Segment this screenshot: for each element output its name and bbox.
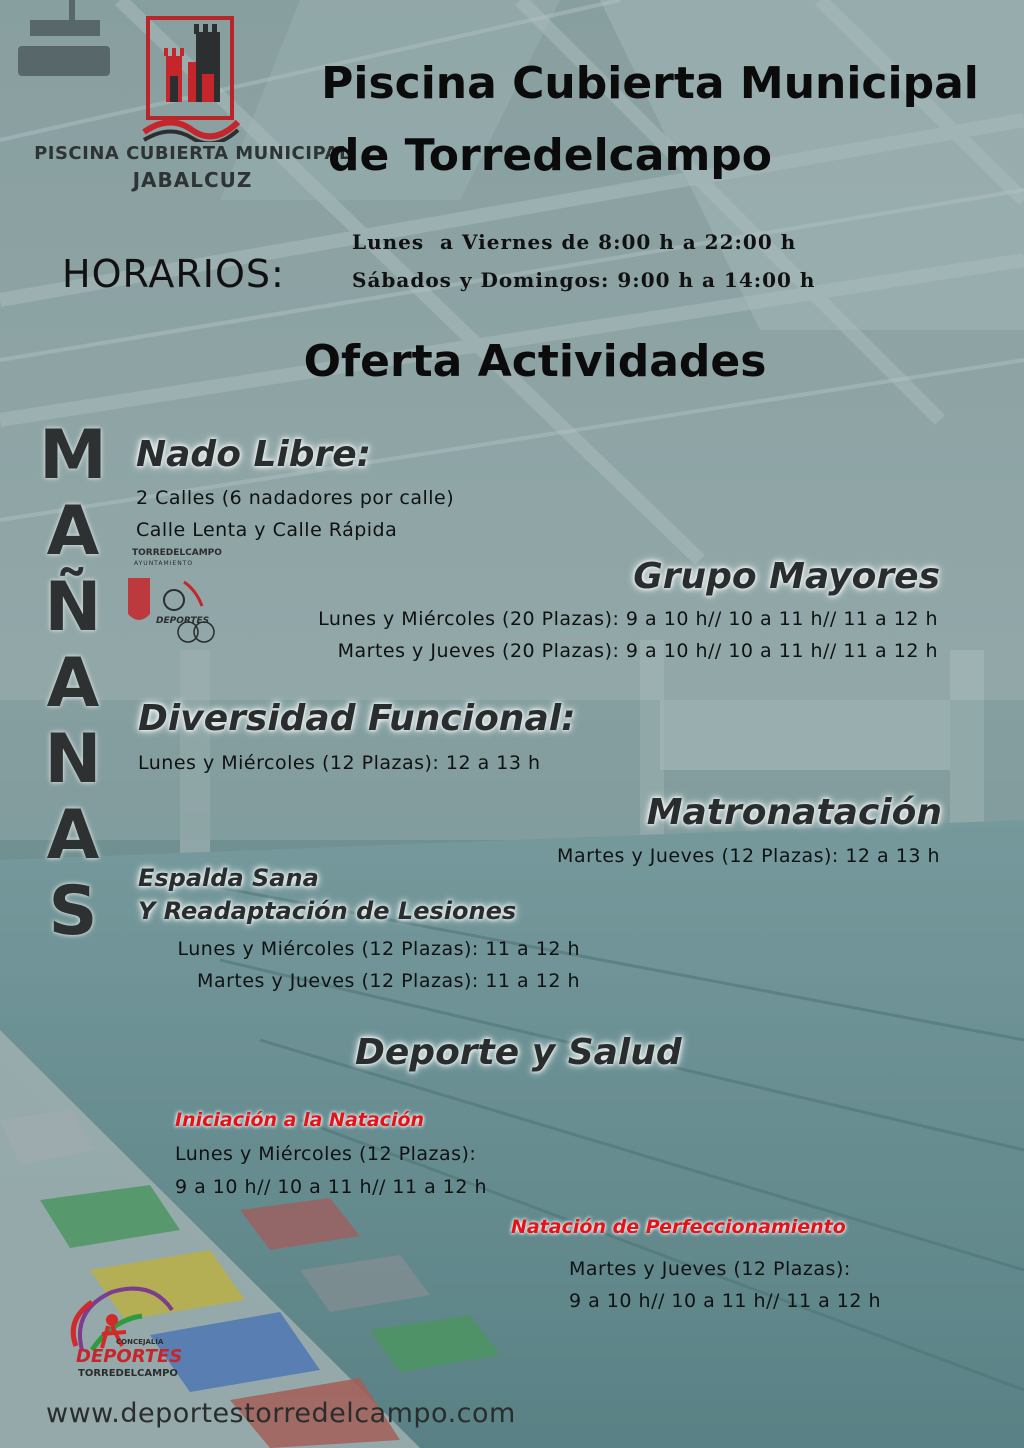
nado-libre-title: Nado Libre: xyxy=(136,434,372,475)
perfeccionamiento-title: Natación de Perfeccionamiento xyxy=(511,1216,846,1238)
espalda-title-line1: Espalda Sana xyxy=(138,864,319,892)
nado-libre-line: Calle Lenta y Calle Rápida xyxy=(136,519,398,541)
iniciacion-line: 9 a 10 h// 10 a 11 h// 11 a 12 h xyxy=(175,1176,488,1198)
concejalia-deportes-logo xyxy=(52,1280,188,1392)
schedule-weekdays: Lunes a Viernes de 8:00 h a 22:00 h xyxy=(352,230,797,254)
grupo-mayores-line: Martes y Jueves (20 Plazas): 9 a 10 h// 10 a 11 h// 11 a 12 h xyxy=(337,640,938,662)
side-letter: A xyxy=(46,492,100,571)
espalda-title-line2: Y Readaptación de Lesiones xyxy=(138,897,517,925)
logo-text-line1: PISCINA CUBIERTA MUNICIPAL xyxy=(34,143,351,164)
iniciacion-line: Lunes y Miércoles (12 Plazas): xyxy=(175,1143,477,1165)
side-letter: S xyxy=(48,872,98,951)
bottom-logo-line2: DEPORTES xyxy=(76,1346,183,1367)
diversidad-line: Lunes y Miércoles (12 Plazas): 12 a 13 h xyxy=(138,752,541,774)
matronatacion-line: Martes y Jueves (12 Plazas): 12 a 13 h xyxy=(557,845,940,867)
logo-text-line2: JABALCUZ xyxy=(132,168,253,192)
side-letter: M xyxy=(39,416,107,495)
side-letter: Ñ xyxy=(44,568,102,647)
oferta-title: Oferta Actividades xyxy=(303,336,767,387)
side-letter: A xyxy=(46,644,100,723)
ayuntamiento-logo-line3: DEPORTES xyxy=(156,616,210,626)
side-letter: N xyxy=(44,720,102,799)
bottom-logo-line1: CONCEJALÍA xyxy=(116,1338,164,1346)
grupo-mayores-line: Lunes y Miércoles (20 Plazas): 9 a 10 h// 10 a 11 h// 11 a 12 h xyxy=(318,608,938,630)
espalda-line: Martes y Jueves (12 Plazas): 11 a 12 h xyxy=(197,970,580,992)
page-title-line1: Piscina Cubierta Municipal xyxy=(321,58,979,109)
ayuntamiento-logo xyxy=(124,548,222,658)
perfeccionamiento-line: Martes y Jueves (12 Plazas): xyxy=(569,1258,851,1280)
nado-libre-line: 2 Calles (6 nadadores por calle) xyxy=(136,487,455,509)
side-letter: A xyxy=(46,796,100,875)
horarios-label: HORARIOS: xyxy=(62,252,285,296)
page-title-line2: de Torredelcampo xyxy=(327,130,773,181)
iniciacion-title: Iniciación a la Natación xyxy=(175,1109,425,1131)
deporte-salud-title: Deporte y Salud xyxy=(355,1032,682,1073)
castle-logo-icon xyxy=(140,14,240,142)
ayuntamiento-logo-line2: AYUNTAMIENTO xyxy=(134,560,194,567)
espalda-line: Lunes y Miércoles (12 Plazas): 11 a 12 h xyxy=(177,938,580,960)
diversidad-title: Diversidad Funcional: xyxy=(138,698,576,739)
side-word-mananas xyxy=(28,418,118,950)
perfeccionamiento-line: 9 a 10 h// 10 a 11 h// 11 a 12 h xyxy=(569,1290,882,1312)
shield-icon xyxy=(124,570,216,650)
matronatacion-title: Matronatación xyxy=(646,792,942,833)
website-link[interactable]: www.deportestorredelcampo.com xyxy=(46,1398,516,1429)
bottom-logo-line3: TORREDELCAMPO xyxy=(78,1368,178,1379)
schedule-weekend: Sábados y Domingos: 9:00 h a 14:00 h xyxy=(352,268,816,292)
ayuntamiento-logo-line1: TORREDELCAMPO xyxy=(132,548,222,558)
grupo-mayores-title: Grupo Mayores xyxy=(633,556,940,597)
